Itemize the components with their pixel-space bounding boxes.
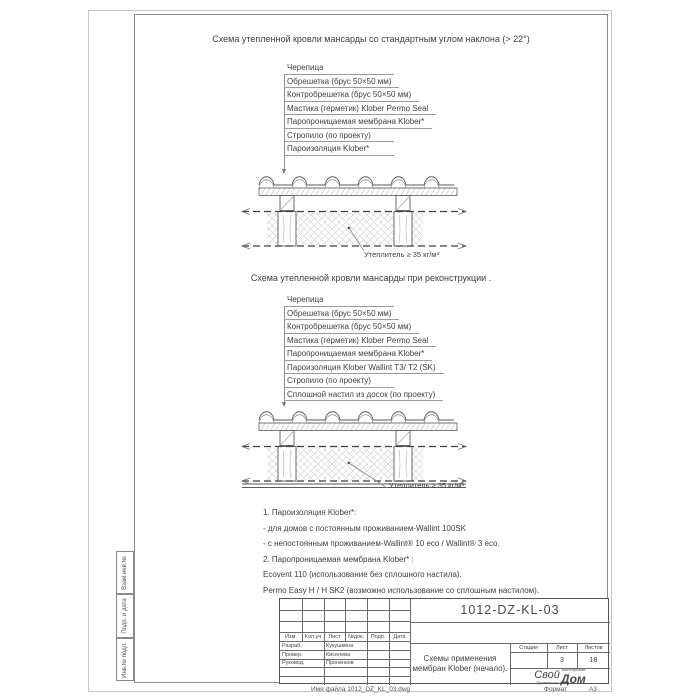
format-value: А3 [589, 686, 597, 693]
stamp-col-ndok: №док. [347, 633, 365, 640]
format-label: Формат [544, 686, 568, 693]
stamp-name: Проненков [326, 660, 354, 666]
layer-label: Мастика (герметик) Klober Permo Seal [284, 102, 436, 116]
title-block [279, 598, 609, 684]
section1-layer-list [284, 61, 436, 156]
layer-label: Обрешетка (брус 50×50 мм) [284, 75, 399, 89]
note-line: - с непостоянным проживанием-Wallint® 10 eco / Wallint® 3 eco. [263, 539, 500, 548]
layer-label: Пароизоляция Klober Wallint Т3/ Т2 (SK) [284, 361, 444, 375]
note-line: Permo Easy H / H SK2 (возможно использование со сплошным настилом). [263, 585, 540, 595]
note-line: - для домов с постоянным проживанием-Wallint 100SK [263, 523, 467, 533]
document-title-line1: Схемы применения [423, 654, 497, 663]
layer-label: Контробрешетка (брус 50×50 мм) [284, 88, 419, 102]
document-title [410, 643, 510, 685]
stamp-col-izm: Изм. [285, 633, 297, 640]
layer-label: Контробрешетка (брус 50×50 мм) [284, 320, 419, 334]
logo-word1: Свой [534, 668, 560, 681]
drawing-sheet [88, 10, 612, 692]
stamp-col-data: Дата [393, 633, 406, 640]
note-line: Ecovent 110 (использование без сплошного настила). [263, 570, 462, 579]
note-line: 2. Паропроницаемая мембрана Klober* : [263, 554, 414, 564]
section1-insulation-label: Утеплитель ≥ 35 кг/м³ [364, 250, 439, 259]
sheets-value: 18 [589, 657, 598, 664]
layer-label: Стропило (по проекту) [284, 374, 394, 388]
stamp-role: Руковод. [282, 660, 305, 666]
layer-label: Пароизоляция Klober* [284, 142, 394, 156]
stamp-name: Кукушкина [326, 642, 354, 649]
stamp-role: Провер. [282, 651, 303, 658]
stamp-role: Разраб. [282, 642, 302, 649]
section1-title: Схема утепленной кровли мансарды со стандартным углом наклона (> 22°) [212, 34, 530, 44]
stage-label: Стадия [519, 644, 538, 651]
logo-small2: Мастерская [561, 666, 586, 672]
layer-label: Стропило (по проекту) [284, 129, 394, 143]
layer-label: Паропроницаемая мембрана Klober* [284, 115, 432, 129]
sheet-label: Лист [556, 644, 568, 651]
layer-label: Черепица [284, 61, 394, 75]
layer-label: Паропроницаемая мембрана Klober* [284, 347, 432, 361]
notes-block [263, 505, 539, 598]
margin-box-vzam [116, 551, 134, 594]
stamp-col-list: Лист [328, 633, 341, 640]
logo-word2: Дом [560, 671, 586, 686]
margin-box-label: Инв.№ подл. [122, 641, 128, 678]
section2-title: Схема утепленной кровли мансарды при реконструкции . [250, 273, 492, 283]
sheets-label: Листов [584, 644, 603, 651]
layer-label: Обрешетка (брус 50×50 мм) [284, 307, 399, 321]
margin-box-label: Подп. и дата [122, 598, 128, 634]
layer-label: Черепица [284, 293, 394, 307]
margin-box-label: Взам.инв.№ [122, 555, 128, 590]
document-number: 1012-DZ-KL-03 [460, 603, 560, 617]
sheet-value: 3 [560, 657, 564, 664]
section2-callout-line [284, 306, 285, 402]
filename-label: Имя файла 1012_DZ_KL_03.dwg [311, 686, 411, 693]
stamp-col-koluch: Кол.уч [304, 633, 322, 640]
margin-box-podp [116, 594, 134, 638]
section2-layer-list [284, 293, 444, 401]
margin-box-inv [116, 638, 134, 681]
layer-label: Мастика (герметик) Klober Permo Seal [284, 334, 436, 348]
section2-insulation-label: Утеплитель ≥ 35 кг/м³ [389, 481, 464, 490]
stamp-name: Киселева [326, 651, 351, 658]
company-logo [510, 668, 610, 685]
layer-label: Сплошной настил из досок (по проекту) [284, 388, 443, 402]
note-line: 1. Пароизоляция Klober*: [263, 508, 357, 517]
section1-callout-line [284, 74, 285, 169]
stamp-col-podp: Подп. [370, 633, 386, 640]
logo-small1: Проектная [536, 679, 558, 685]
document-title-line2: мембран Klober (начало). [412, 664, 508, 673]
